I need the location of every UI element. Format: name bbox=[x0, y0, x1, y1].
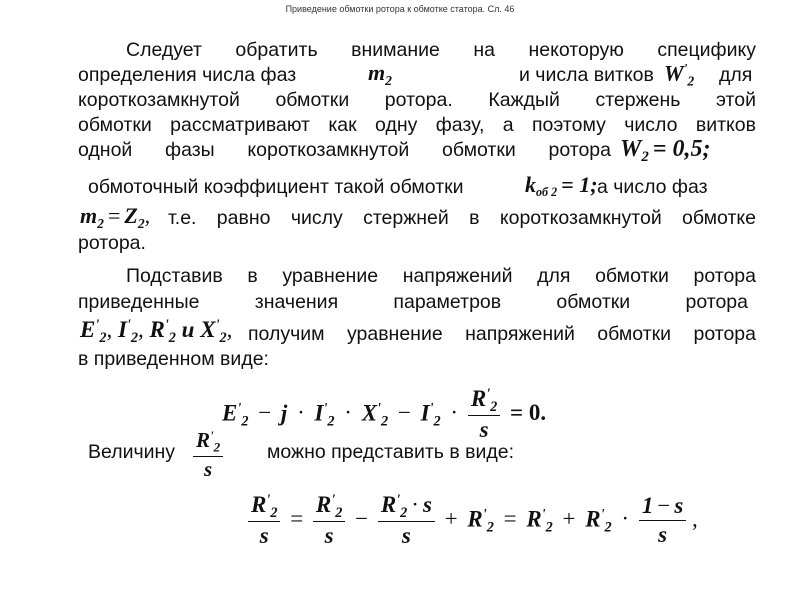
formula-kob2: $k_{об 2} = 1$; bbox=[525, 172, 598, 200]
p2-line3: получим уравнение напряжений обмотки ротора bbox=[248, 323, 756, 345]
fraction-R2-over-s: $\frac{R'_2}{s}$ bbox=[468, 386, 500, 444]
p1-line4: обмотки рассматривают как одну фазу, а поэтому число витков bbox=[78, 114, 756, 136]
p1-line6-b: а число фаз bbox=[597, 176, 708, 198]
p2-line1: Подставив в уравнение напряжений для обмотки ротора bbox=[126, 265, 756, 287]
p1-line6-a: обмоточный коэффициент такой обмотки bbox=[88, 176, 464, 198]
p1-line3: короткозамкнутой обмотки ротора. Каждый стержень этой bbox=[78, 89, 756, 111]
formula-m2: $m_2$ bbox=[368, 60, 392, 88]
p2-line4: в приведенном виде: bbox=[78, 348, 269, 370]
formula-m2-eq-Z2: $m_2 = Z_2$, bbox=[80, 203, 151, 231]
p3-label-a: Величину bbox=[88, 441, 176, 463]
p3-label-b: можно представить в виде: bbox=[267, 441, 515, 463]
formula-params-list: $E'_2$, $I'_2$, $R'_2$ u $X'_2$, bbox=[80, 317, 233, 346]
voltage-equation: $E'_2 - j \cdot I'_2 \cdot X'_2 - I'_2$ · $\frac{R'_2}{s}$ = 0. bbox=[222, 386, 547, 443]
p1-line2-a: определения числа фаз bbox=[78, 64, 297, 86]
p1-line7: т.е. равно числу стержней в короткозамкнутой обмотке bbox=[168, 207, 756, 229]
p2-line2: приведенные значения параметров обмотки ротора bbox=[78, 291, 748, 313]
formula-W2-value: $W_2 = 0,5$; bbox=[620, 136, 711, 166]
p1-line2-b: и числа витков bbox=[519, 64, 654, 86]
formula-W2-prime: $W'_2$ bbox=[664, 60, 695, 89]
p1-line5: одной фазы короткозамкнутой обмотки ротора bbox=[78, 139, 611, 161]
slide-header: Приведение обмотки ротора к обмотке статора. Сл. 46 bbox=[285, 4, 515, 14]
p1-line2-c: для bbox=[719, 64, 753, 86]
formula-R2-over-s-inline: $\frac{R'_2}{s}$ bbox=[193, 428, 223, 482]
decomposition-equation: $\frac{R'_2}{s}$ = $\frac{R'_2}{s}$ − $\frac{R'_2 \cdot s}{s}$ + $R'_2 = R'_2 + R'_2$ · $\frac{1 - s}{s}$ , bbox=[248, 492, 698, 550]
p1-line1: Следует обратить внимание на некоторую специфику bbox=[126, 39, 756, 61]
p1-line8: ротора. bbox=[78, 232, 146, 254]
